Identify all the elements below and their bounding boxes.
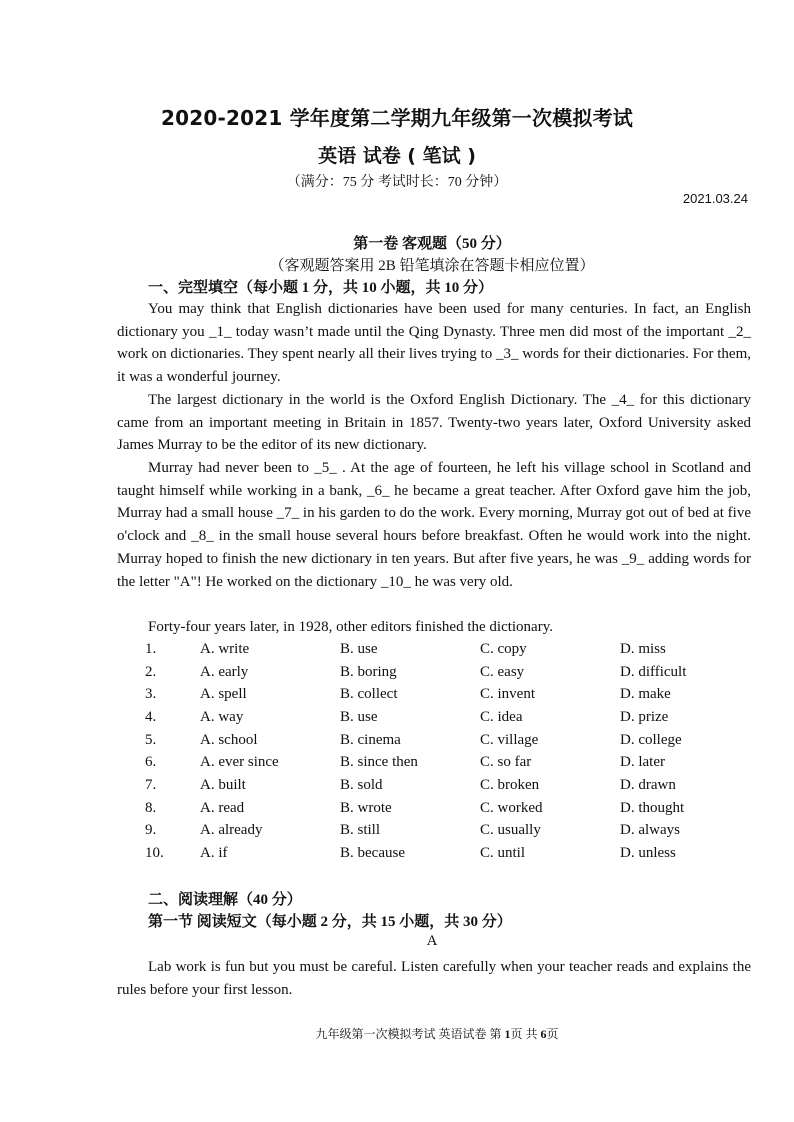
passage-paragraph-3: Murray had never been to _5_ . At the age of fourteen, he left his village school in Scotland and taught himself while working in a bank, _6_ he became a great teacher. After Oxford gave him the job, Murray had a small house _7_ in his garden to do the work. Every morning, Murray got out of bed at five o'clock and _8_ in the small house several hours before breakfast. Often he would work into the night. Murray hoped to finish the new dictionary in ten years. But after five years, he was _9_ adding words for the letter "A"! He worked on the dictionary _10_ he was very old.: [117, 460, 751, 590]
option-d: D. prize: [620, 708, 669, 725]
option-b: B. sold: [340, 776, 383, 793]
option-c: C. invent: [480, 686, 535, 703]
option-a: A. spell: [200, 686, 247, 703]
question-row: [145, 638, 760, 661]
footer-total-pages: 6: [540, 1027, 547, 1041]
option-c: C. idea: [480, 708, 523, 725]
question-number: 6.: [145, 754, 157, 771]
question-number: 10.: [145, 845, 164, 862]
option-c: C. so far: [480, 754, 532, 771]
page-footer: 九年级第一次模拟考试 英语试卷 第 1页 共 6页: [315, 1027, 559, 1041]
option-d: D. college: [620, 731, 682, 748]
option-a: A. already: [200, 822, 263, 839]
option-c: C. usually: [480, 822, 541, 839]
option-a: A. built: [200, 776, 246, 793]
option-d: D. make: [620, 686, 671, 703]
option-b: B. wrote: [340, 799, 392, 816]
question-number: 2.: [145, 663, 157, 680]
option-c: C. easy: [480, 663, 525, 680]
passage-paragraph-1: You may think that English dictionaries have been used for many centuries. In fact, an English dictionary you _1_ today wasn’t made until the Qing Dynasty. Three men did most of the important _2_ work on dictionaries. They spent nearly all their lives trying to _3_ words for their dictionaries. For them, it was a wonderful journey.: [117, 301, 751, 386]
option-b: B. cinema: [340, 731, 401, 748]
part1-note: （客观题答案用 2B 铅笔填涂在答题卡相应位置）: [269, 258, 595, 274]
question-row: [145, 820, 760, 843]
question-row: [145, 706, 760, 729]
option-a: A. if: [200, 845, 228, 862]
question-number: 7.: [145, 776, 157, 793]
passage-paragraph-4: Forty-four years later, in 1928, other editors finished the dictionary.: [148, 619, 553, 635]
score-info: （满分：75 分 考试时长：70 分钟）: [286, 175, 508, 190]
question-row: [145, 797, 760, 820]
option-b: B. boring: [340, 663, 397, 680]
option-b: B. since then: [340, 754, 418, 771]
option-a: A. school: [200, 731, 258, 748]
option-c: C. worked: [480, 799, 543, 816]
question-row: [145, 751, 760, 774]
exam-subtitle: 英语 试卷 ( 笔试 ): [318, 145, 476, 167]
option-d: D. later: [620, 754, 665, 771]
option-d: D. unless: [620, 845, 676, 862]
question-row: [145, 683, 760, 706]
option-c: C. until: [480, 845, 526, 862]
question-number: 4.: [145, 708, 157, 725]
option-d: D. drawn: [620, 776, 676, 793]
question-options-table: [145, 638, 760, 865]
option-d: D. thought: [620, 799, 685, 816]
question-row: [145, 774, 760, 797]
passage-paragraph-2: The largest dictionary in the world is the Oxford English Dictionary. The _4_ for this dictionary came from an important meeting in Britain in 1857. Twenty-two years later, Oxford University asked James Murray to be the editor of its new dictionary.: [117, 392, 751, 454]
question-row: [145, 729, 760, 752]
option-a: A. read: [200, 799, 245, 816]
option-b: B. because: [340, 845, 405, 862]
option-d: D. always: [620, 822, 680, 839]
section2-title: 二、阅读理解（40 分）: [148, 892, 302, 908]
option-d: D. difficult: [620, 663, 687, 680]
question-number: 5.: [145, 731, 157, 748]
option-c: C. broken: [480, 776, 540, 793]
option-c: C. village: [480, 731, 539, 748]
question-row: [145, 661, 760, 684]
option-b: B. use: [340, 640, 378, 657]
option-a: A. ever since: [200, 754, 279, 771]
option-b: B. use: [340, 708, 378, 725]
option-b: B. still: [340, 822, 381, 839]
exam-date: 2021.03.24: [682, 191, 748, 206]
passage-label: A: [426, 933, 438, 949]
footer-page-number: 1: [504, 1027, 511, 1041]
option-a: A. way: [200, 708, 244, 725]
option-d: D. miss: [620, 640, 666, 657]
option-a: A. early: [200, 663, 249, 680]
exam-title: 2020-2021 学年度第二学期九年级第一次模拟考试: [161, 106, 633, 130]
part1-title: 第一卷 客观题（50 分）: [353, 236, 511, 252]
question-number: 1.: [145, 640, 157, 657]
section1-title: 一、完型填空（每小题 1 分，共 10 小题，共 10 分）: [148, 280, 494, 296]
reading-passage-a: Lab work is fun but you must be careful. Listen carefully when your teacher reads and explains the rules before your first lesson.: [117, 959, 751, 998]
question-number: 9.: [145, 822, 157, 839]
option-c: C. copy: [480, 640, 527, 657]
question-row: [145, 842, 760, 865]
question-number: 3.: [145, 686, 157, 703]
option-b: B. collect: [340, 686, 398, 703]
question-number: 8.: [145, 799, 157, 816]
subsection1-title: 第一节 阅读短文（每小题 2 分，共 15 小题，共 30 分）: [148, 914, 512, 930]
option-a: A. write: [200, 640, 250, 657]
